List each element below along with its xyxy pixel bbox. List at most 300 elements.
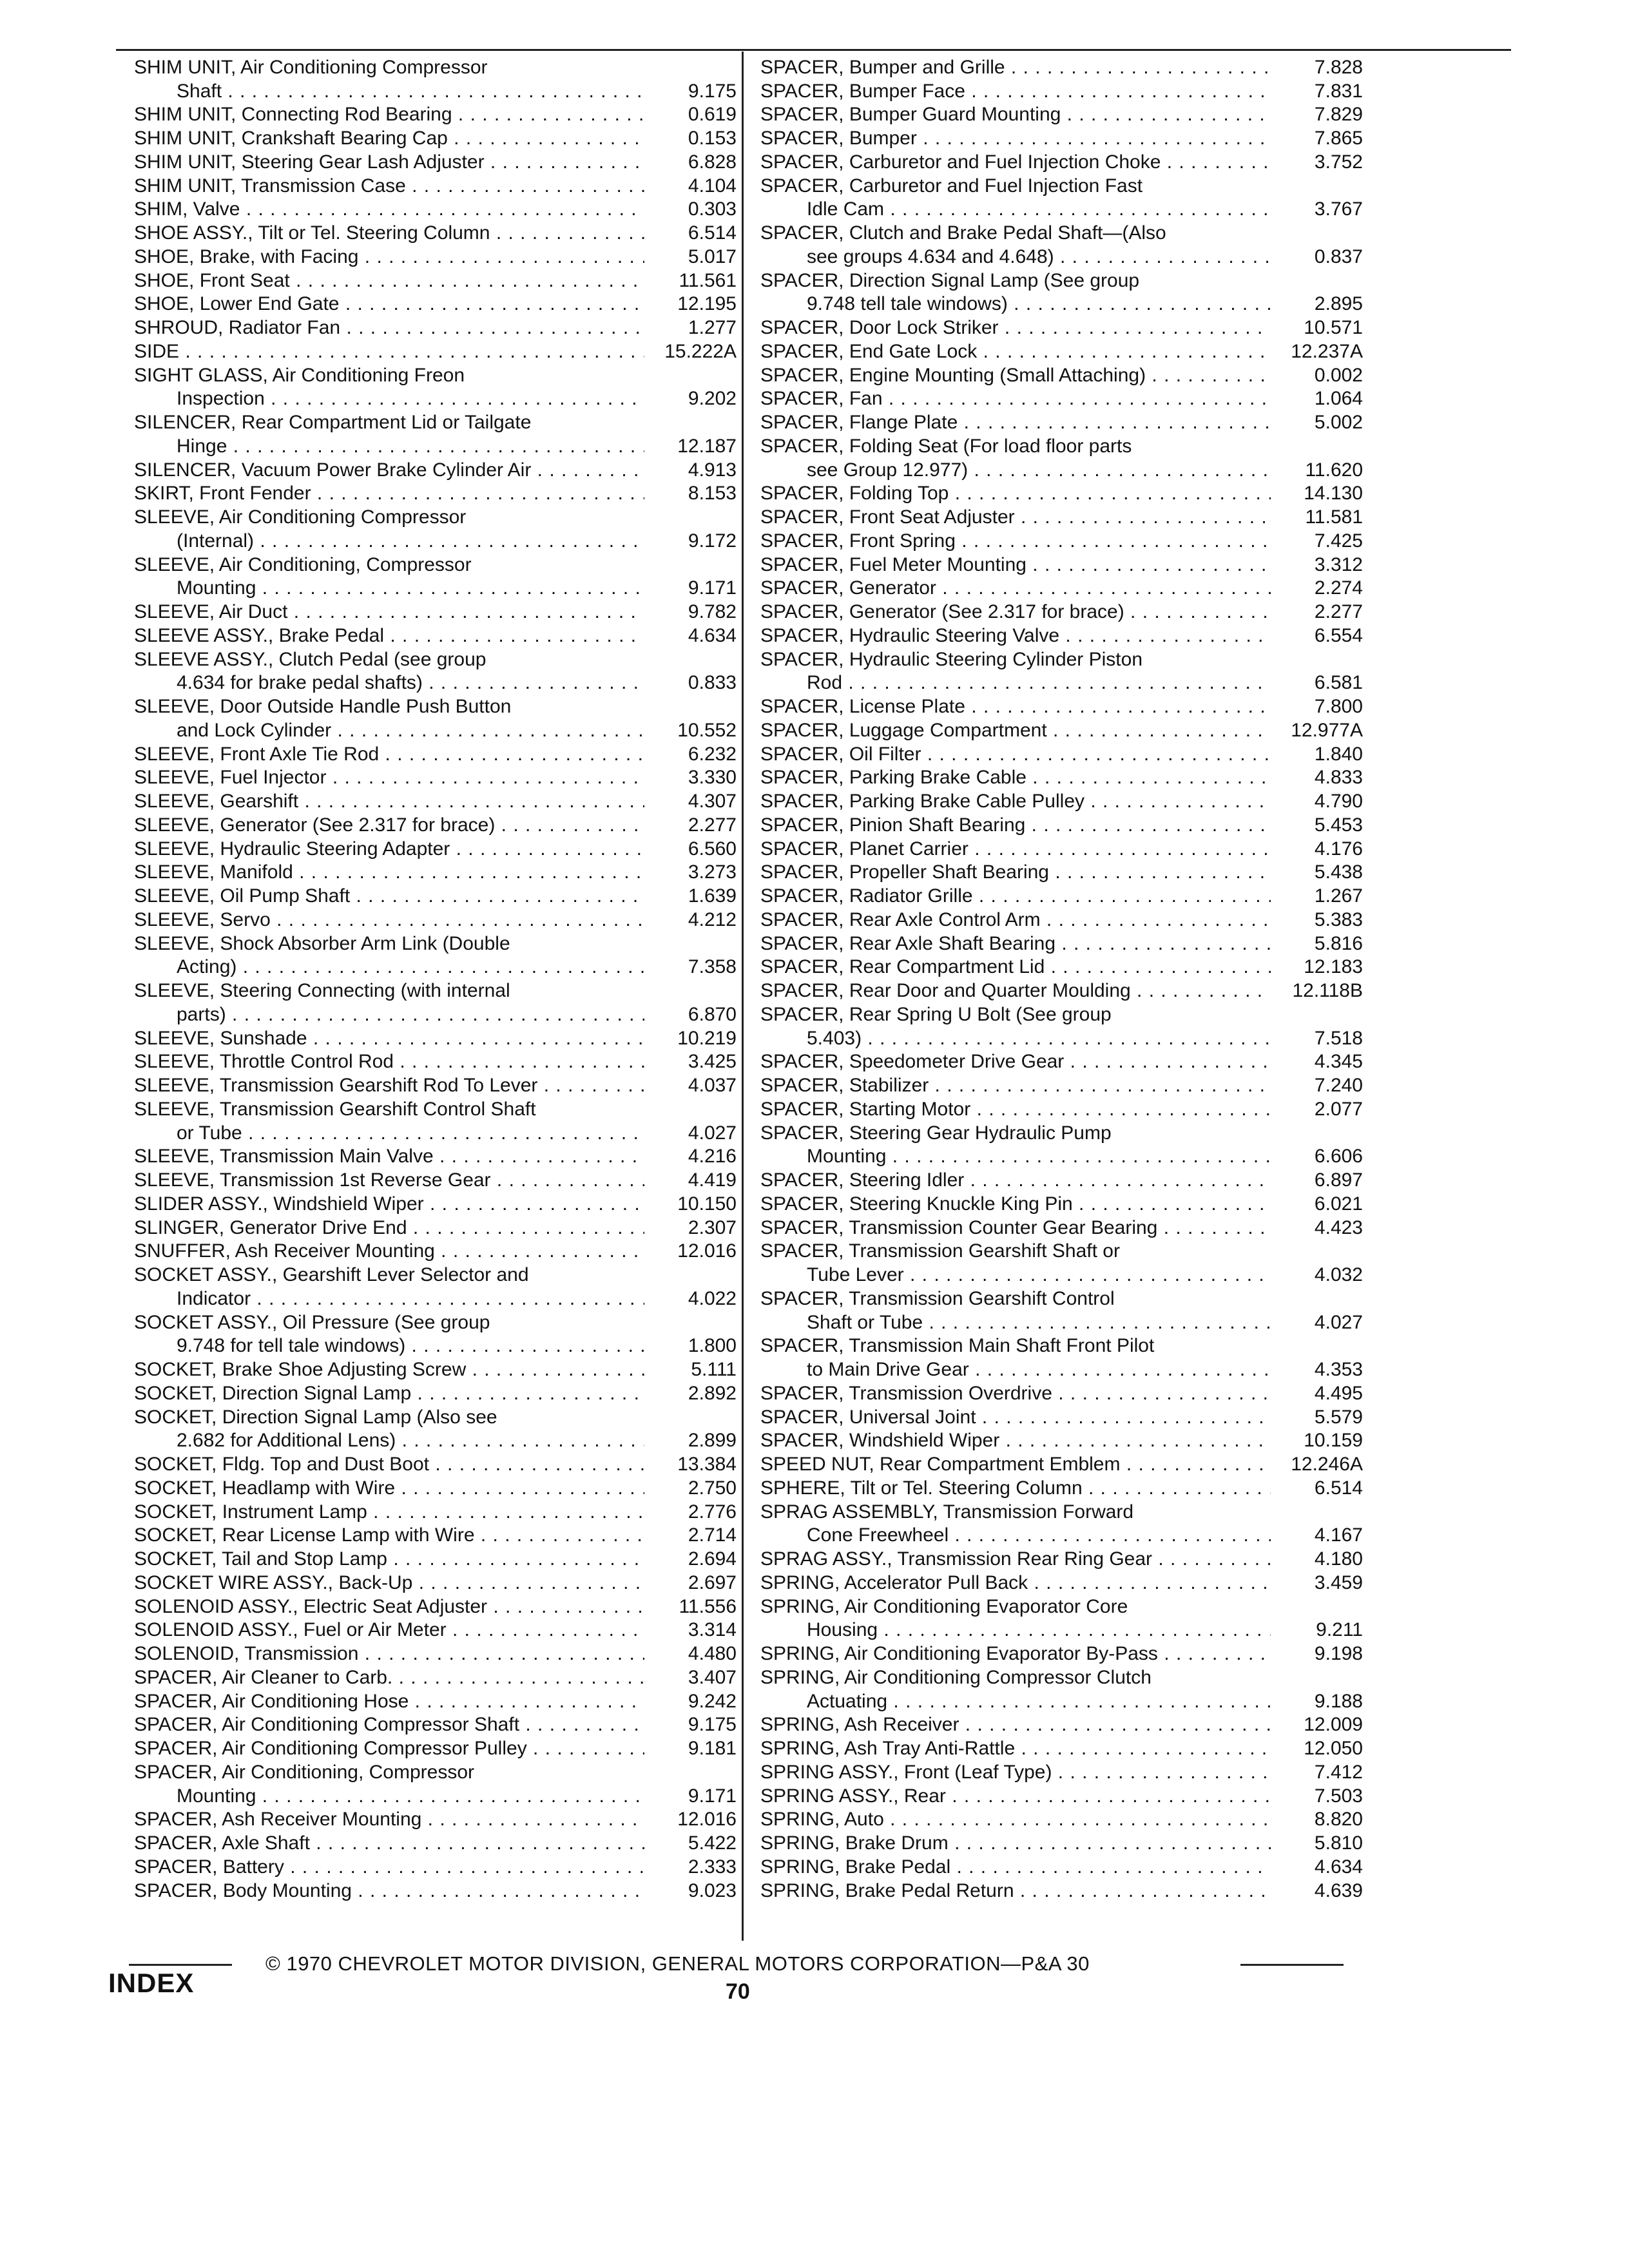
entry-label: Shaft . . . — [134, 80, 644, 103]
entry-label: SLEEVE ASSY., Clutch Pedal (see group — [134, 648, 487, 670]
entry-group-number: 11.556 — [679, 1595, 737, 1617]
entry-group-number: 3.330 — [688, 767, 737, 789]
entry-group-number: 9.198 — [1314, 1643, 1363, 1664]
entry-label: (Internal) . . . — [134, 530, 644, 553]
index-entry — [134, 55, 737, 79]
entry-group-number: 5.002 — [1314, 412, 1363, 433]
entry-label: SHOE ASSY., Tilt or Tel. Steering Column . . . — [134, 222, 644, 245]
entry-group-number: 6.560 — [688, 838, 737, 860]
index-entry — [760, 316, 1363, 340]
entry-group-number: 5.438 — [1314, 861, 1363, 883]
index-entry — [760, 174, 1363, 198]
index-entry — [134, 932, 737, 956]
entry-group-number: 9.175 — [688, 80, 737, 102]
entry-label: SPHERE, Tilt or Tel. Steering Column . . . — [760, 1477, 1271, 1500]
index-entry — [134, 1879, 737, 1903]
entry-group-number: 3.314 — [688, 1619, 737, 1641]
entry-group-number: 12.977A — [1291, 719, 1363, 741]
index-entry — [134, 671, 737, 695]
entry-label: SPACER, Direction Signal Lamp (See group — [760, 269, 1140, 291]
index-entry — [760, 434, 1363, 458]
index-entry — [760, 1121, 1363, 1145]
entry-group-number: 9.171 — [688, 1785, 737, 1807]
entry-label: SPRING, Air Conditioning Evaporator Core — [760, 1595, 1128, 1617]
index-entry — [134, 1595, 737, 1619]
index-entry — [760, 1287, 1363, 1311]
entry-group-number: 5.816 — [1314, 932, 1363, 954]
entry-label: SHIM UNIT, Connecting Rod Bearing . . . — [134, 103, 644, 126]
entry-label: Idle Cam . . . — [760, 198, 1271, 221]
entry-group-number: 8.820 — [1314, 1809, 1363, 1831]
entry-group-number: 2.776 — [688, 1501, 737, 1523]
index-entry — [760, 126, 1363, 150]
index-entry — [760, 1311, 1363, 1334]
entry-group-number: 4.480 — [688, 1643, 737, 1664]
entry-group-number: 4.212 — [688, 908, 737, 930]
entry-label: SILENCER, Rear Compartment Lid or Tailgate — [134, 412, 532, 433]
entry-group-number: 5.453 — [1314, 814, 1363, 836]
index-entry — [760, 742, 1363, 766]
entry-label: SPACER, Rear Compartment Lid . . . — [760, 956, 1271, 979]
index-entry — [134, 884, 737, 908]
index-entry — [134, 505, 737, 529]
entry-label: SPACER, Axle Shaft . . . — [134, 1832, 644, 1855]
entry-group-number: 2.277 — [688, 814, 737, 836]
entry-group-number: 12.009 — [1304, 1714, 1363, 1736]
entry-group-number: 11.620 — [1305, 459, 1363, 481]
entry-label: SPACER, Transmission Gearshift Shaft or — [760, 1240, 1120, 1262]
index-entry — [760, 458, 1363, 482]
entry-label: SPACER, Starting Motor . . . — [760, 1098, 1271, 1121]
page-number: 70 — [726, 1979, 750, 2004]
index-entry — [134, 553, 737, 577]
entry-label: SHIM, Valve . . . — [134, 198, 644, 221]
entry-label: SPACER, Stabilizer . . . — [760, 1074, 1271, 1097]
entry-group-number: 8.153 — [688, 483, 737, 505]
entry-label: SHIM UNIT, Crankshaft Bearing Cap . . . — [134, 127, 644, 150]
entry-label: SPEED NUT, Rear Compartment Emblem . . . — [760, 1453, 1271, 1476]
index-entry — [134, 1240, 737, 1264]
entry-label: SPACER, Propeller Shaft Bearing . . . — [760, 861, 1271, 884]
entry-group-number: 6.021 — [1314, 1193, 1363, 1215]
index-entry — [134, 789, 737, 813]
entry-group-number: 13.384 — [677, 1454, 737, 1475]
entry-label: SPACER, Parking Brake Cable . . . — [760, 766, 1271, 789]
index-entry — [760, 340, 1363, 363]
footer-rule-left — [129, 1964, 232, 1966]
entry-label: SLEEVE, Air Duct . . . — [134, 601, 644, 624]
index-entry — [760, 1476, 1363, 1500]
entry-label: SPACER, Ash Receiver Mounting . . . — [134, 1808, 644, 1831]
entry-label: SHIM UNIT, Air Conditioning Compressor — [134, 56, 488, 78]
index-entry — [760, 103, 1363, 127]
entry-label: SPRING ASSY., Front (Leaf Type) . . . — [760, 1761, 1271, 1784]
entry-group-number: 0.153 — [688, 128, 737, 149]
index-entry — [760, 671, 1363, 695]
entry-group-number: 4.032 — [1314, 1264, 1363, 1285]
entry-group-number: 12.118B — [1292, 980, 1363, 1001]
entry-label: SPACER, Air Conditioning, Compressor — [134, 1761, 474, 1783]
index-entry — [134, 624, 737, 648]
index-entry — [134, 1003, 737, 1026]
entry-label: SPACER, Fuel Meter Mounting . . . — [760, 553, 1271, 577]
entry-label: Mounting . . . — [760, 1145, 1271, 1168]
entry-group-number: 5.383 — [1314, 908, 1363, 930]
entry-group-number: 15.222A — [664, 340, 737, 362]
entry-group-number: 4.913 — [688, 459, 737, 481]
entry-group-number: 7.518 — [1314, 1027, 1363, 1049]
index-entry — [760, 813, 1363, 837]
index-entry — [760, 150, 1363, 174]
entry-group-number: 2.899 — [688, 1430, 737, 1452]
index-entry — [134, 1358, 737, 1381]
entry-label: SOLENOID ASSY., Electric Seat Adjuster . . . — [134, 1595, 644, 1619]
index-entry — [134, 1666, 737, 1689]
entry-group-number: 7.828 — [1314, 56, 1363, 78]
entry-label: SPRING, Brake Drum . . . — [760, 1832, 1271, 1855]
index-entry — [760, 482, 1363, 506]
footer-copyright: © 1970 CHEVROLET MOTOR DIVISION, GENERAL MOTORS CORPORATION—P&A 30 — [265, 1952, 1090, 1975]
entry-label: SPACER, Air Conditioning Compressor Pulley . . . — [134, 1737, 644, 1760]
index-entry — [134, 126, 737, 150]
entry-label: Indicator . . . — [134, 1287, 644, 1311]
index-entry — [760, 293, 1363, 316]
entry-group-number: 4.104 — [688, 175, 737, 197]
entry-label: SPACER, Air Cleaner to Carb. . . . — [134, 1666, 644, 1689]
index-entry — [134, 956, 737, 979]
entry-label: SPACER, Battery . . . — [134, 1856, 644, 1879]
entry-label: SHROUD, Radiator Fan . . . — [134, 316, 644, 340]
index-entry — [760, 1713, 1363, 1737]
entry-label: see Group 12.977) . . . — [760, 459, 1271, 482]
index-entry — [134, 1713, 737, 1737]
entry-label: SOCKET, Brake Shoe Adjusting Screw . . . — [134, 1358, 644, 1381]
entry-group-number: 5.810 — [1314, 1832, 1363, 1854]
index-entry — [760, 1689, 1363, 1713]
entry-label: SOCKET, Direction Signal Lamp (Also see — [134, 1406, 497, 1428]
entry-label: SPACER, Bumper and Grille . . . — [760, 56, 1271, 79]
entry-label: SIGHT GLASS, Air Conditioning Freon — [134, 364, 465, 386]
index-entry — [760, 884, 1363, 908]
entry-group-number: 6.870 — [688, 1003, 737, 1025]
entry-label: SHOE, Front Seat . . . — [134, 269, 644, 293]
index-entry — [760, 600, 1363, 624]
entry-label: parts) . . . — [134, 1003, 644, 1026]
index-entry — [760, 1192, 1363, 1216]
index-entry — [134, 1429, 737, 1453]
entry-label: SPACER, Flange Plate . . . — [760, 411, 1271, 434]
index-entry — [760, 505, 1363, 529]
entry-group-number: 12.195 — [677, 293, 737, 315]
entry-label: SPACER, Rear Axle Control Arm . . . — [760, 908, 1271, 932]
entry-group-number: 6.514 — [688, 222, 737, 244]
index-entry — [134, 387, 737, 411]
index-entry — [134, 103, 737, 127]
index-entry — [134, 482, 737, 506]
entry-group-number: 2.895 — [1314, 293, 1363, 315]
index-entry — [760, 1760, 1363, 1784]
entry-label: SPACER, Door Lock Striker . . . — [760, 316, 1271, 340]
entry-label: SPACER, Engine Mounting (Small Attaching) . . . — [760, 364, 1271, 387]
entry-group-number: 6.232 — [688, 743, 737, 765]
index-entry — [134, 1050, 737, 1074]
entry-label: Tube Lever . . . — [760, 1264, 1271, 1287]
index-entry — [134, 600, 737, 624]
index-entry — [134, 837, 737, 861]
entry-label: SPACER, Rear Spring U Bolt (See group — [760, 1003, 1112, 1025]
entry-label: SOCKET WIRE ASSY., Back-Up . . . — [134, 1571, 644, 1595]
index-entry — [760, 1334, 1363, 1358]
index-entry — [760, 79, 1363, 103]
entry-label: SPACER, Generator . . . — [760, 577, 1271, 600]
entry-label: SLEEVE ASSY., Brake Pedal . . . — [134, 624, 644, 648]
index-entry — [760, 1500, 1363, 1524]
entry-label: SLINGER, Generator Drive End . . . — [134, 1216, 644, 1240]
entry-group-number: 12.016 — [677, 1809, 737, 1831]
entry-group-number: 3.767 — [1314, 198, 1363, 220]
entry-label: SLEEVE, Shock Absorber Arm Link (Double — [134, 932, 510, 954]
entry-group-number: 12.246A — [1291, 1454, 1363, 1475]
entry-label: SPRING, Ash Receiver . . . — [760, 1713, 1271, 1736]
entry-label: SPACER, Front Seat Adjuster . . . — [760, 506, 1271, 529]
index-entry — [760, 1571, 1363, 1595]
entry-label: and Lock Cylinder . . . — [134, 719, 644, 742]
entry-group-number: 5.579 — [1314, 1406, 1363, 1428]
entry-group-number: 4.180 — [1314, 1548, 1363, 1570]
entry-group-number: 6.581 — [1314, 672, 1363, 694]
entry-label: SPACER, Folding Seat (For load floor parts — [760, 435, 1132, 457]
entry-label: SLEEVE, Transmission Gearshift Rod To Lever . . . — [134, 1074, 644, 1097]
index-entry — [134, 1311, 737, 1334]
index-entry — [134, 79, 737, 103]
entry-group-number: 10.219 — [677, 1027, 737, 1049]
index-entry — [760, 648, 1363, 671]
entry-group-number: 1.639 — [688, 885, 737, 907]
index-entry — [134, 529, 737, 553]
index-entry — [134, 1263, 737, 1287]
entry-label: SPRING ASSY., Rear . . . — [760, 1785, 1271, 1808]
entry-label: SPACER, Windshield Wiper . . . — [760, 1429, 1271, 1452]
entry-group-number: 9.172 — [688, 530, 737, 552]
entry-label: Rod . . . — [760, 671, 1271, 695]
entry-label: SOCKET, Headlamp with Wire . . . — [134, 1477, 644, 1500]
entry-group-number: 9.242 — [688, 1690, 737, 1712]
entry-label: SOCKET, Direction Signal Lamp . . . — [134, 1382, 644, 1405]
entry-label: Cone Freewheel . . . — [760, 1524, 1271, 1547]
entry-label: SPRING, Auto . . . — [760, 1808, 1271, 1831]
index-entry — [134, 908, 737, 932]
entry-group-number: 12.187 — [677, 435, 737, 457]
entry-group-number: 4.167 — [1314, 1524, 1363, 1546]
entry-label: SPACER, Luggage Compartment . . . — [760, 719, 1271, 742]
entry-group-number: 11.561 — [679, 269, 737, 291]
index-entry — [760, 766, 1363, 790]
entry-label: Acting) . . . — [134, 956, 644, 979]
index-entry — [134, 174, 737, 198]
index-entry — [760, 1831, 1363, 1855]
entry-label: SLEEVE, Hydraulic Steering Adapter . . . — [134, 838, 644, 861]
entry-group-number: 10.552 — [677, 719, 737, 741]
entry-group-number: 9.023 — [688, 1879, 737, 1901]
entry-label: SPACER, Transmission Counter Gear Bearing . . . — [760, 1216, 1271, 1240]
entry-group-number: 9.782 — [688, 601, 737, 622]
entry-group-number: 6.828 — [688, 151, 737, 173]
entry-label: 5.403) . . . — [760, 1027, 1271, 1050]
entry-label: SPACER, Fan . . . — [760, 387, 1271, 410]
entry-group-number: 10.571 — [1304, 317, 1363, 338]
index-entry — [134, 458, 737, 482]
entry-group-number: 7.865 — [1314, 128, 1363, 149]
entry-label: SPACER, Pinion Shaft Bearing . . . — [760, 814, 1271, 837]
entry-label: SLEEVE, Front Axle Tie Rod . . . — [134, 743, 644, 766]
entry-label: SPACER, Radiator Grille . . . — [760, 885, 1271, 908]
entry-group-number: 0.303 — [688, 198, 737, 220]
left-column — [134, 55, 737, 1903]
index-entry — [134, 718, 737, 742]
entry-label: SPACER, Bumper . . . — [760, 127, 1271, 150]
top-rule — [116, 49, 1511, 51]
entry-label: SKIRT, Front Fender . . . — [134, 482, 644, 505]
index-entry — [760, 1642, 1363, 1666]
index-entry — [134, 1121, 737, 1145]
entry-group-number: 4.345 — [1314, 1051, 1363, 1073]
index-entry — [134, 577, 737, 601]
entry-label: SLEEVE, Air Conditioning Compressor — [134, 506, 467, 528]
entry-group-number: 1.064 — [1314, 388, 1363, 410]
index-entry — [760, 837, 1363, 861]
entry-label: SLEEVE, Throttle Control Rod . . . — [134, 1050, 644, 1073]
entry-label: SPACER, Hydraulic Steering Cylinder Piston — [760, 648, 1143, 670]
entry-label: SPACER, Clutch and Brake Pedal Shaft—(Also — [760, 222, 1166, 244]
entry-label: SHOE, Lower End Gate . . . — [134, 293, 644, 316]
entry-group-number: 4.639 — [1314, 1879, 1363, 1901]
entry-group-number: 2.892 — [688, 1382, 737, 1404]
entry-label: SNUFFER, Ash Receiver Mounting . . . — [134, 1240, 644, 1263]
index-entry — [134, 1476, 737, 1500]
entry-group-number: 0.002 — [1314, 364, 1363, 386]
index-entry — [760, 1263, 1363, 1287]
index-entry — [134, 695, 737, 718]
entry-label: SLEEVE, Steering Connecting (with internal — [134, 980, 510, 1001]
entry-group-number: 6.897 — [1314, 1169, 1363, 1191]
entry-group-number: 6.554 — [1314, 624, 1363, 646]
index-entry — [760, 1073, 1363, 1097]
entry-group-number: 1.267 — [1314, 885, 1363, 907]
entry-group-number: 12.016 — [677, 1240, 737, 1262]
index-entry — [760, 1855, 1363, 1879]
index-entry — [760, 1405, 1363, 1429]
entry-group-number: 4.027 — [688, 1122, 737, 1144]
index-entry — [134, 1736, 737, 1760]
entry-label: SPACER, Planet Carrier . . . — [760, 838, 1271, 861]
entry-group-number: 2.077 — [1314, 1098, 1363, 1120]
index-entry — [760, 198, 1363, 222]
index-entry — [760, 1524, 1363, 1548]
entry-group-number: 2.277 — [1314, 601, 1363, 622]
entry-group-number: 1.277 — [688, 317, 737, 338]
entry-group-number: 7.425 — [1314, 530, 1363, 552]
index-entry — [760, 1240, 1363, 1264]
entry-group-number: 10.159 — [1304, 1430, 1363, 1452]
entry-group-number: 7.800 — [1314, 696, 1363, 717]
entry-label: SLEEVE, Door Outside Handle Push Button — [134, 696, 512, 717]
index-entry — [134, 813, 737, 837]
index-entry — [760, 1026, 1363, 1050]
index-entry — [134, 1026, 737, 1050]
entry-label: 9.748 for tell tale windows) . . . — [134, 1334, 644, 1358]
entry-group-number: 9.188 — [1314, 1690, 1363, 1712]
entry-label: SPRAG ASSEMBLY, Transmission Forward — [760, 1501, 1134, 1523]
column-divider — [742, 52, 744, 1941]
index-entry — [134, 293, 737, 316]
entry-group-number: 3.273 — [688, 861, 737, 883]
index-entry — [134, 316, 737, 340]
index-entry — [760, 363, 1363, 387]
index-entry — [134, 1547, 737, 1571]
entry-group-number: 3.407 — [688, 1666, 737, 1688]
index-entry — [760, 1784, 1363, 1808]
entry-label: SLEEVE, Oil Pump Shaft . . . — [134, 885, 644, 908]
entry-group-number: 7.829 — [1314, 104, 1363, 126]
index-entry — [134, 221, 737, 245]
entry-label: SOCKET ASSY., Gearshift Lever Selector and — [134, 1264, 529, 1285]
entry-label: SPRING, Accelerator Pull Back . . . — [760, 1571, 1271, 1595]
entry-label: SPACER, Rear Axle Shaft Bearing . . . — [760, 932, 1271, 956]
entry-group-number: 3.459 — [1314, 1571, 1363, 1593]
entry-label: SHIM UNIT, Steering Gear Lash Adjuster . . . — [134, 151, 644, 174]
entry-label: SHOE, Brake, with Facing . . . — [134, 245, 644, 269]
entry-label: SPACER, Universal Joint . . . — [760, 1406, 1271, 1429]
index-entry — [134, 245, 737, 269]
entry-label: Shaft or Tube . . . — [760, 1311, 1271, 1334]
entry-group-number: 1.800 — [688, 1335, 737, 1357]
entry-label: Hinge . . . — [134, 435, 644, 458]
index-entry — [134, 1571, 737, 1595]
entry-label: SPACER, Bumper Face . . . — [760, 80, 1271, 103]
entry-group-number: 4.790 — [1314, 791, 1363, 812]
entry-label: SPACER, Folding Top . . . — [760, 482, 1271, 505]
entry-group-number: 11.581 — [1305, 506, 1363, 528]
index-entry — [760, 1736, 1363, 1760]
index-entry — [760, 577, 1363, 601]
entry-label: Mounting . . . — [134, 1785, 644, 1808]
index-entry — [134, 198, 737, 222]
index-entry — [760, 695, 1363, 718]
entry-label: SPACER, Hydraulic Steering Valve . . . — [760, 624, 1271, 648]
index-entry — [134, 1145, 737, 1169]
entry-group-number: 10.150 — [677, 1193, 737, 1215]
entry-label: SOLENOID, Transmission . . . — [134, 1642, 644, 1666]
index-entry — [134, 1287, 737, 1311]
entry-label: SLEEVE, Transmission Main Valve . . . — [134, 1145, 644, 1168]
index-entry — [134, 1642, 737, 1666]
entry-group-number: 7.412 — [1314, 1761, 1363, 1783]
entry-group-number: 4.419 — [688, 1169, 737, 1191]
entry-label: SPACER, Steering Idler . . . — [760, 1169, 1271, 1192]
entry-group-number: 2.333 — [688, 1856, 737, 1878]
index-entry — [760, 269, 1363, 293]
index-entry — [760, 221, 1363, 245]
index-entry — [760, 1216, 1363, 1240]
entry-label: see groups 4.634 and 4.648) . . . — [760, 245, 1271, 269]
entry-group-number: 0.837 — [1314, 245, 1363, 267]
entry-label: SPRING, Air Conditioning Compressor Clutch — [760, 1666, 1152, 1688]
entry-label: Mounting . . . — [134, 577, 644, 600]
index-entry — [134, 766, 737, 790]
entry-label: or Tube . . . — [134, 1122, 644, 1145]
index-entry — [760, 718, 1363, 742]
right-column — [760, 55, 1363, 1903]
